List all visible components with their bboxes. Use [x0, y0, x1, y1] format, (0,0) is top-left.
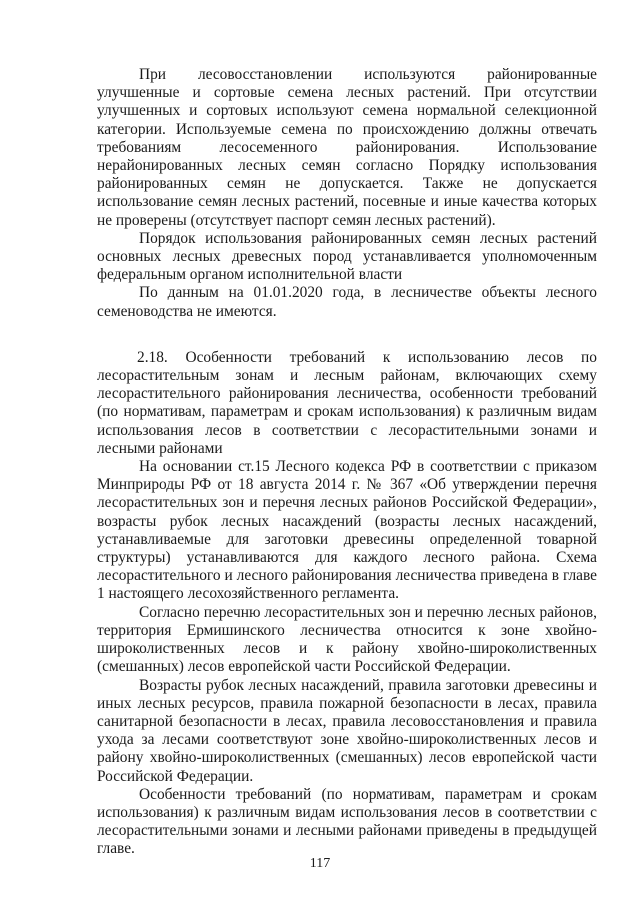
paragraph-zone-assignment: Согласно перечню лесорастительных зон и перечню лесных районов, территория Ермишинского лесничества относится к зоне хвойно-широколиственных лесов и к району хвойно-широколиственных (смешанных) лесов европейской части Российской Федерации. — [97, 603, 597, 676]
section-spacer — [97, 321, 597, 349]
paragraph-seed-order: Порядок использования районированных семян лесных растений основных лесных древесных пород устанавливается уполномоченным федеральным органом исполнительной власти — [97, 229, 597, 284]
paragraph-legal-basis: На основании ст.15 Лесного кодекса РФ в соответствии с приказом Минприроды РФ от 18 августа 2014 г. № 367 «Об утверждении перечня лесорастительных зон и перечня лесных районов Российской Федерации», возрасты рубок лесных насаждений (возрасты лесных насаждений, устанавливаемые для заготовки древесины определенной товарной структуры) устанавливаются для каждого лесного района. Схема лесорастительного и лесного районирования лесничества приведена в главе 1 настоящего лесохозяйственного регламента. — [97, 458, 597, 603]
paragraph-rules-compliance: Возрасты рубок лесных насаждений, правила заготовки древесины и иных лесных ресурсов, правила пожарной безопасности в лесах, правила санитарной безопасности в лесах, правила лесовосстановления и правила ухода за лесами соответствуют зоне хвойно-широколиственных лесов и району хвойно-широколиственных (смешанных) лесов европейской части Российской Федерации. — [97, 676, 597, 785]
document-page — [97, 66, 597, 859]
page-number: 117 — [309, 856, 331, 871]
section-heading: 2.18. Особенности требований к использованию лесов по лесорастительным зонам и лесным районам, включающих схему лесорастительного районирования лесничества, особенности требований (по нормативам, параметрам и срокам использования) к различным видам использования лесов в соответствии с лесорастительными зонами и лесными районами — [97, 348, 597, 457]
paragraph-seed-data: По данным на 01.01.2020 года, в лесничестве объекты лесного семеноводства не имеются. — [97, 284, 597, 320]
paragraph-seed-use: При лесовосстановлении используются районированные улучшенные и сортовые семена лесных растений. При отсутствии улучшенных и сортовых используют семена нормальной селекционной категории. Используемые семена по происхождению должны отвечать требованиям лесосеменного районирования. Использование нерайонированных лесных семян согласно Порядку использования районированных семян не допускается. Также не допускается использование семян лесных растений, посевные и иные качества которых не проверены (отсутствует паспорт семян лесных растений). — [97, 66, 597, 229]
paragraph-requirements-reference: Особенности требований (по нормативам, параметрам и срокам использования) к различным видам использования лесов в соответствии с лесорастительными зонами и лесными районами приведены в предыдущей главе. — [97, 785, 597, 858]
